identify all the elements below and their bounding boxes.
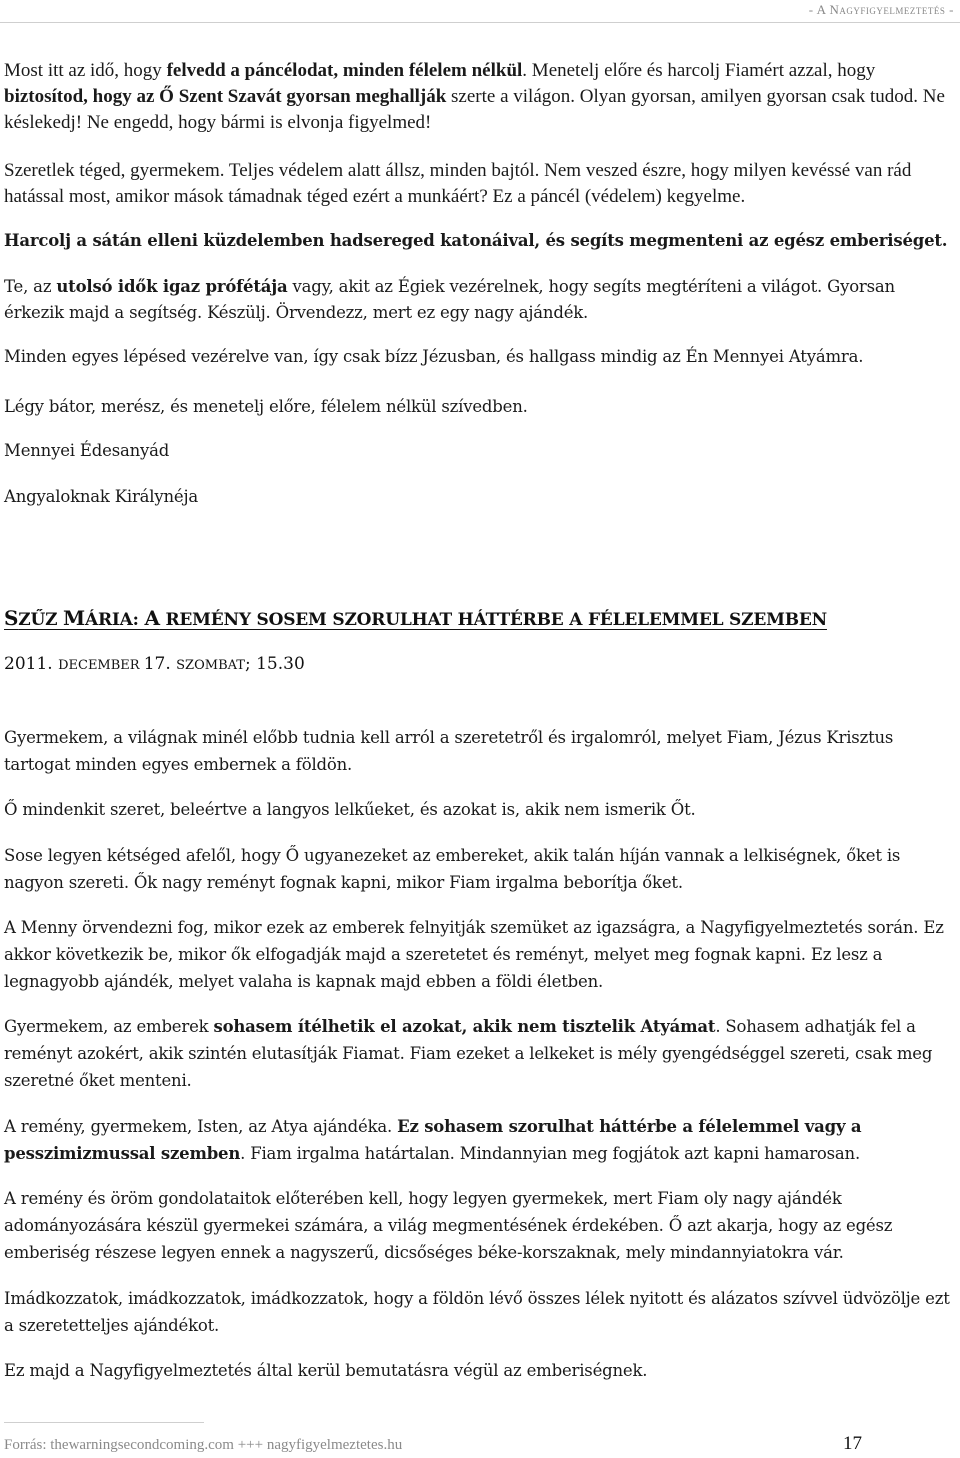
signature-line-1: Mennyei Édesanyád xyxy=(4,441,170,460)
paragraph-hope-joy: A remény és öröm gondolataitok előterében kell, hogy legyen gyermekek, mert Fiam oly nagy ajándék adományozására készül gyermekei számára, a világ megmentésének érdekében. Ő azt akarja, hogy az egész emberiség részese legyen ennek a nagyszerű, dicsőséges béke-korszaknak, mely mindannyiatokra vár. xyxy=(4,1189,893,1262)
text-run: . Sohasem adhatják fel a reményt azokért, akik szintén elutasítják Fiamat. Fiam ezeket a lelkeket is mély gyengédséggel szereti, csak meg szeretné őket menteni. xyxy=(4,1017,933,1090)
running-header-prefix: - A xyxy=(808,2,830,17)
footer-source: Forrás: thewarningsecondcoming.com +++ nagyfigyelmeztetes.hu xyxy=(4,1437,403,1453)
paragraph-hope-gift xyxy=(4,1113,956,1167)
text-run: . Fiam irgalma határtalan. Mindannyian meg fogjátok azt kapni hamarosan. xyxy=(240,1144,861,1163)
text-run: A remény, gyermekem, Isten, az Atya ajándéka. xyxy=(4,1117,398,1136)
paragraph-fight: Harcolj a sátán elleni küzdelemben hadsereged katonáival, és segíts megmenteni az egész emberiséget. xyxy=(4,231,948,250)
date-run: 17. xyxy=(143,654,177,674)
heading-run: M xyxy=(63,606,85,630)
signature-line-2: Angyaloknak Királynéja xyxy=(4,487,199,506)
bold-run: sohasem ítélhetik el azokat, akik nem tisztelik Atyámat xyxy=(213,1017,716,1036)
heading-run: A xyxy=(144,606,160,630)
heading-run: REMÉNY SOSEM SZORULHAT HÁTTÉRBE A FÉLELEMMEL SZEMBEN xyxy=(159,610,827,630)
bold-run: felvedd a páncélodat, minden félelem nélkül xyxy=(166,60,523,81)
header-divider xyxy=(0,22,960,23)
paragraph-protection: Szeretlek téged, gyermekem. Teljes védelem alatt állsz, minden bajtól. Nem veszed észre, hogy milyen kevéssé van rád hatással most, amikor mások támadnak téged ezért a munkáért? Ez a páncél (védelem) kegyelme. xyxy=(4,160,912,207)
text-run: Gyermekem, az emberek xyxy=(4,1017,214,1036)
running-header-suffix: - xyxy=(945,2,954,17)
running-header xyxy=(809,2,954,18)
date-run: 2011. xyxy=(4,654,59,674)
paragraph-prophet xyxy=(4,274,956,326)
paragraph-loves-all: Ő mindenkit szeret, beleértve a langyos lelkűeket, és azokat is, akik nem ismerik Őt. xyxy=(4,800,696,819)
date-run: ; 15.30 xyxy=(244,654,305,674)
paragraph-pray: Imádkozzatok, imádkozzatok, imádkozzatok, hogy a földön lévő összes lélek nyitott és alázatos szívvel üdvözölje ezt a szeretetteljes ajándékot. xyxy=(4,1289,950,1335)
paragraph-warning: Ez majd a Nagyfigyelmeztetés által kerül bemutatásra végül az emberiségnek. xyxy=(4,1361,648,1380)
bold-run: utolsó idők igaz prófétája xyxy=(56,277,288,296)
text-run: vagy, akit az Égiek vezérelnek, hogy segíts megtéríteni a világot. Gyorsan érkezik majd a segítség. Készülj. Örvendezz, mert ez egy nagy ajándék. xyxy=(4,277,895,322)
text-run: Most itt az idő, hogy xyxy=(4,60,167,81)
paragraph-steps: Minden egyes lépésed vezérelve van, így csak bízz Jézusban, és hallgass mindig az Én Mennyei Atyámra. xyxy=(4,347,864,366)
text-run: . Menetelj előre és harcolj Fiamért azzal, hogy xyxy=(522,60,876,81)
paragraph-mercy: Gyermekem, a világnak minél előbb tudnia kell arról a szeretetről és irgalomról, melyet Fiam, Jézus Krisztus tartogat minden egyes embernek a földön. xyxy=(4,728,894,774)
footer-divider xyxy=(4,1422,204,1423)
paragraph-brave: Légy bátor, merész, és menetelj előre, félelem nélkül szívedben. xyxy=(4,397,528,416)
running-header-title: Nagyfigyelmeztetés xyxy=(829,2,946,17)
page-number: 17 xyxy=(843,1433,862,1454)
paragraph-armor xyxy=(4,58,956,136)
bold-run: Ez sohasem szorulhat háttérbe a félelemmel vagy a pesszimizmussal szemben xyxy=(4,1117,862,1163)
message-date xyxy=(4,654,305,674)
heading-run: S xyxy=(4,606,19,630)
paragraph-heaven-rejoice: A Menny örvendezni fog, mikor ezek az emberek felnyitják szemüket az igazságra, a Nagyfigyelmeztetés során. Ez akkor következik be, mikor ők elfogadják majd a szeretetet és reményt, melyet meg fognak kapni. Ez lesz a legnagyobb ajándék, melyet valaha is kapnak majd ebben a földi életben. xyxy=(4,918,944,991)
message-heading xyxy=(4,606,956,630)
paragraph-no-judgement xyxy=(4,1013,956,1094)
date-run: DECEMBER xyxy=(58,658,144,673)
paragraph-no-doubt: Sose legyen kétséged afelől, hogy Ő ugyanezeket az embereket, akik talán híján vannak a lelkiségnek, őket is nagyon szereti. Ők nagy reményt fognak kapni, mikor Fiam irgalma beborítja őket. xyxy=(4,846,901,892)
heading-run: ZŰZ xyxy=(18,610,64,630)
heading-run: ÁRIA: xyxy=(84,610,145,630)
bold-run: biztosítod, hogy az Ő Szent Szavát gyorsan meghallják xyxy=(4,86,447,107)
text-run: szerte a világon. Olyan gyorsan, amilyen gyorsan csak tudod. Ne késlekedj! Ne engedd, hogy bármi is elvonja figyelmed! xyxy=(4,86,945,133)
date-run: SZOMBAT xyxy=(176,658,245,673)
text-run: Te, az xyxy=(4,277,57,296)
